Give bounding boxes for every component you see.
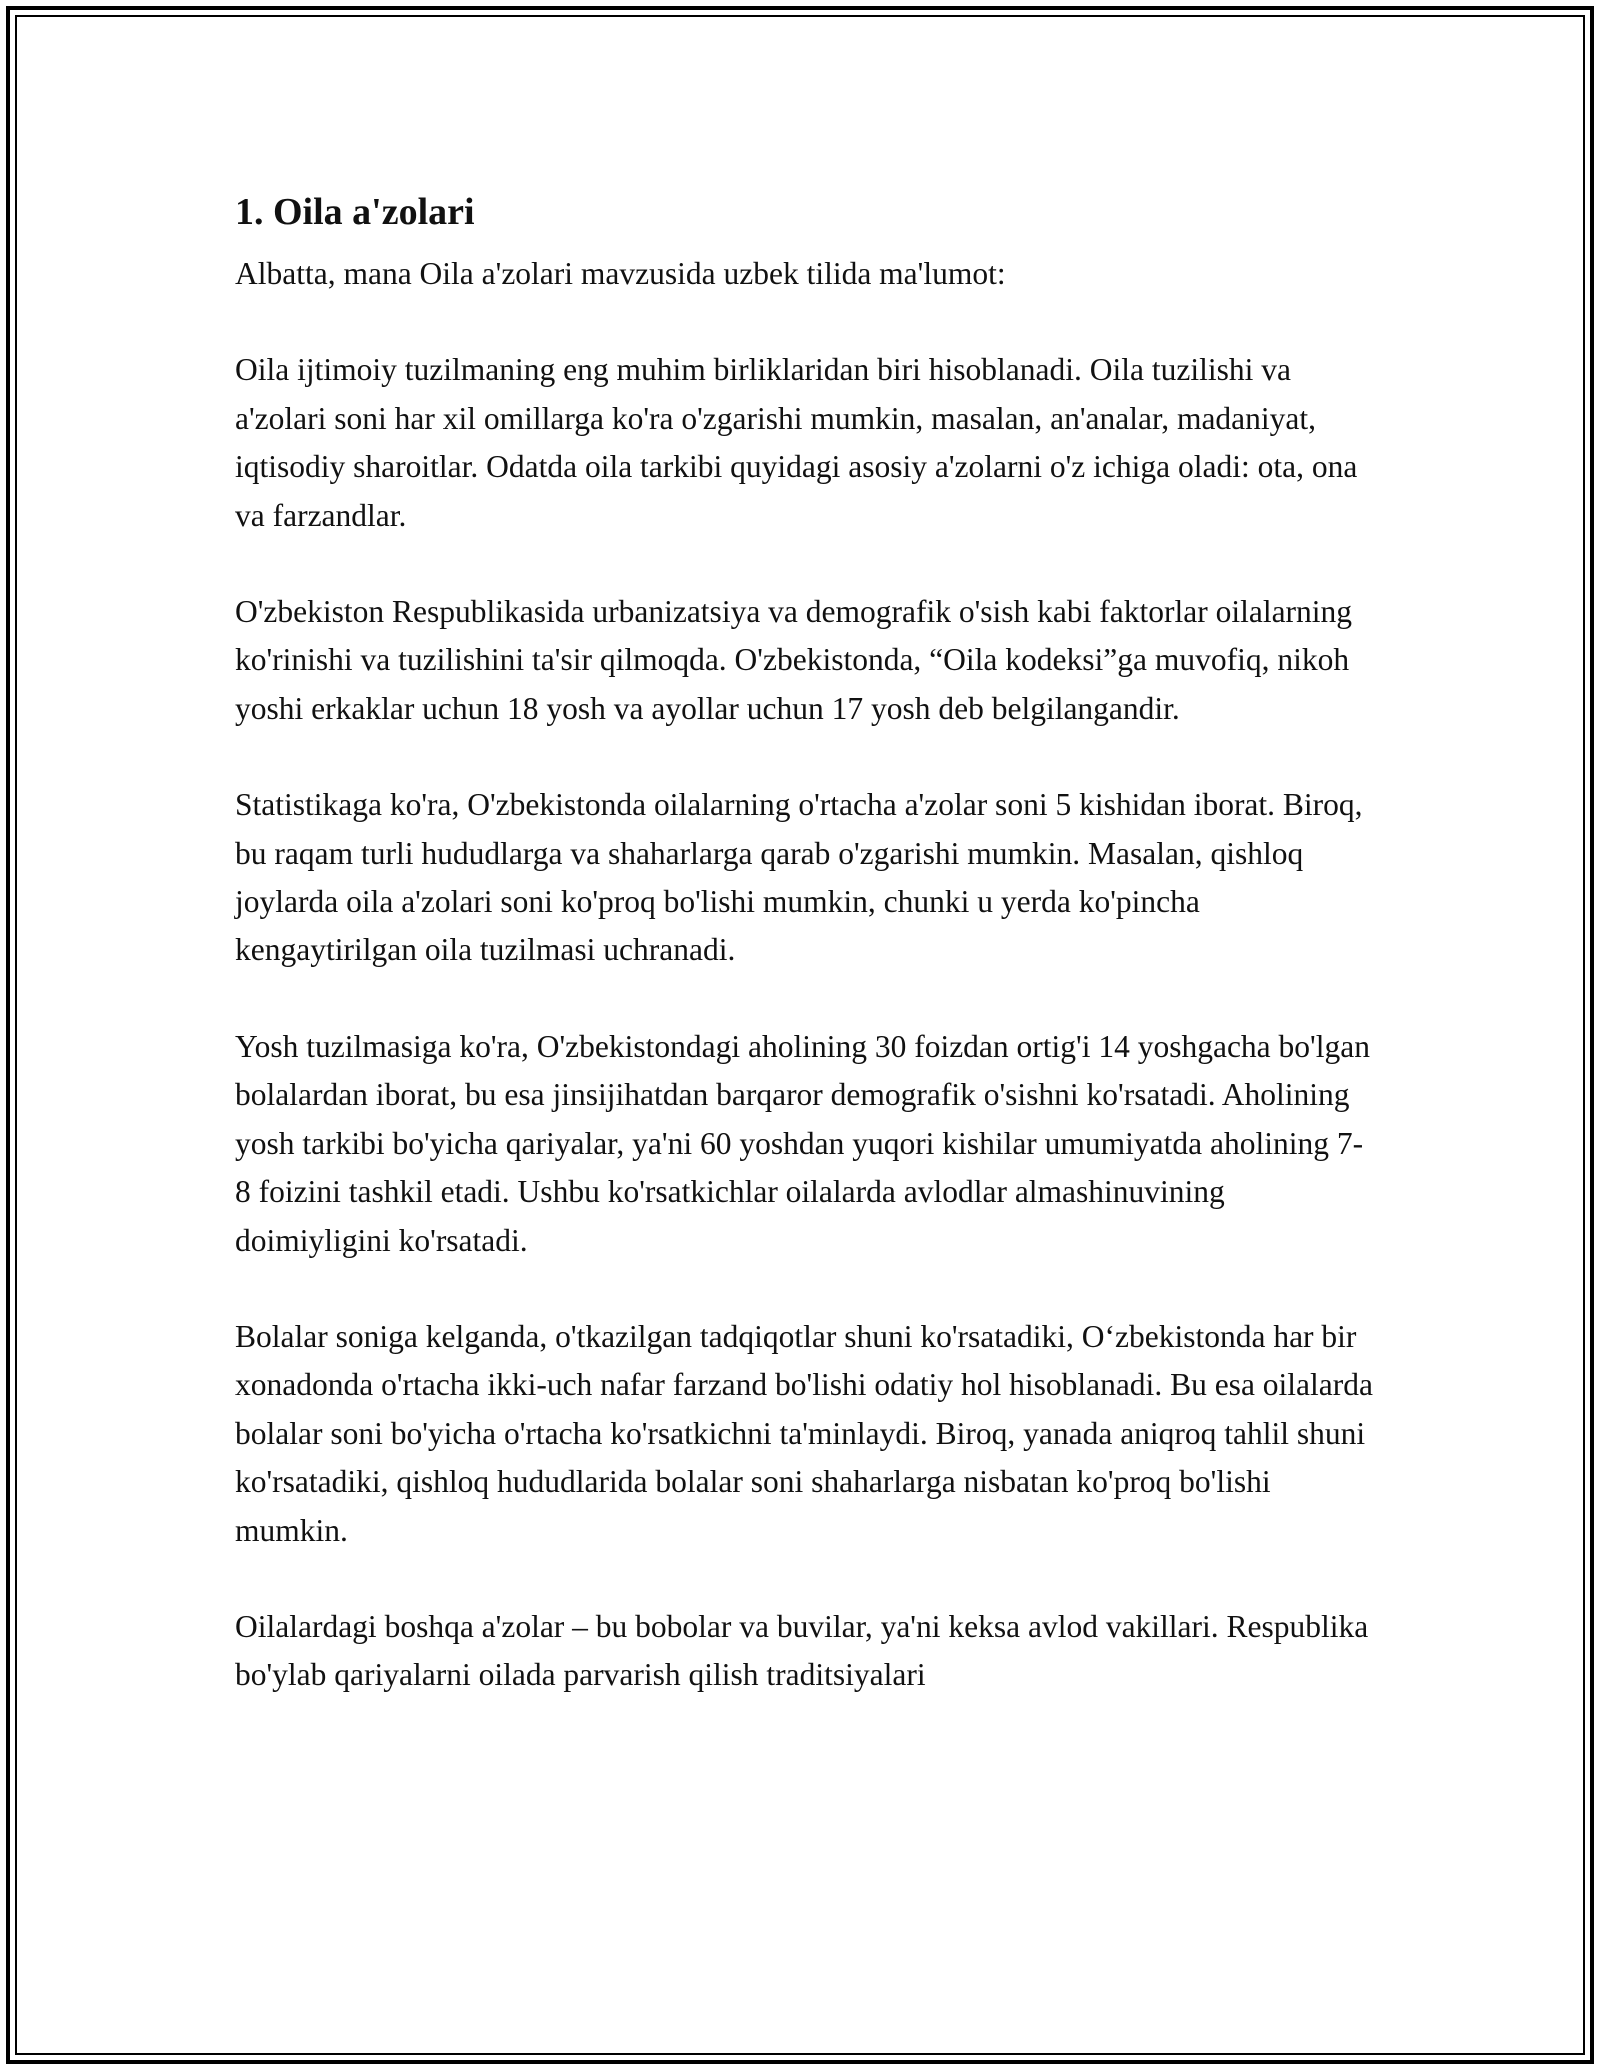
- section-heading: 1. Oila a'zolari: [235, 191, 475, 233]
- intro-paragraph: Albatta, mana Oila a'zolari mavzusida uzbek tilida ma'lumot:: [235, 256, 1006, 291]
- paragraph-family-structure: Oila ijtimoiy tuzilmaning eng muhim birliklaridan biri hisoblanadi. Oila tuzilishi va a'zolari soni har xil omillarga ko'ra o'zgarishi mumkin, masalan, an'analar, madaniyat, iqtisodiy sharoitlar. Odatda oila tarkibi quyidagi asosiy a'zolarni o'z ichiga oladi: ota, ona va farzandlar.: [235, 352, 1358, 533]
- paragraph-urbanization: O'zbekiston Respublikasida urbanizatsiya va demografik o'sish kabi faktorlar oilalarning ko'rinishi va tuzilishini ta'sir qilmoqda. O'zbekistonda, “Oila kodeksi”ga muvofiq, nikoh yoshi erkaklar uchun 18 yosh va ayollar uchun 17 yosh deb belgilangandir.: [235, 594, 1353, 726]
- paragraph-grandparents: Oilalardagi boshqa a'zolar – bu bobolar va buvilar, ya'ni keksa avlod vakillari. Respublika bo'ylab qariyalarni oilada parvarish qilish traditsiyalari: [235, 1608, 1369, 1693]
- paragraph-statistics: Statistikaga ko'ra, O'zbekistonda oilalarning o'rtacha a'zolar soni 5 kishidan iborat. Biroq, bu raqam turli hududlarga va shaharlarga qarab o'zgarishi mumkin. Masalan, qishloq joylarda oila a'zolari soni ko'proq bo'lishi mumkin, chunki u yerda ko'pincha kengaytirilgan oila tuzilmasi uchranadi.: [235, 787, 1363, 968]
- document-body: [235, 186, 1375, 1700]
- paragraph-age-structure: Yosh tuzilmasiga ko'ra, O'zbekistondagi aholining 30 foizdan ortig'i 14 yoshgacha bo'lgan bolalardan iborat, bu esa jinsijihatdan barqaror demografik o'sishni ko'rsatadi. Aholining yosh tarkibi bo'yicha qariyalar, ya'ni 60 yoshdan yuqori kishilar umumiyatda aholining 7-8 foizini tashkil etadi. Ushbu ko'rsatkichlar oilalarda avlodlar almashinuvining doimiyligini ko'rsatadi.: [235, 1028, 1370, 1258]
- paragraph-children: Bolalar soniga kelganda, o'tkazilgan tadqiqotlar shuni ko'rsatadiki, O‘zbekistonda har bir xonadonda o'rtacha ikki-uch nafar farzand bo'lishi odatiy hol hisoblanadi. Bu esa oilalarda bolalar soni bo'yicha o'rtacha ko'rsatkichni ta'minlaydi. Biroq, yanada aniqroq tahlil shuni ko'rsatadiki, qishloq hududlarida bolalar soni shaharlarga nisbatan ko'proq bo'lishi mumkin.: [235, 1318, 1373, 1548]
